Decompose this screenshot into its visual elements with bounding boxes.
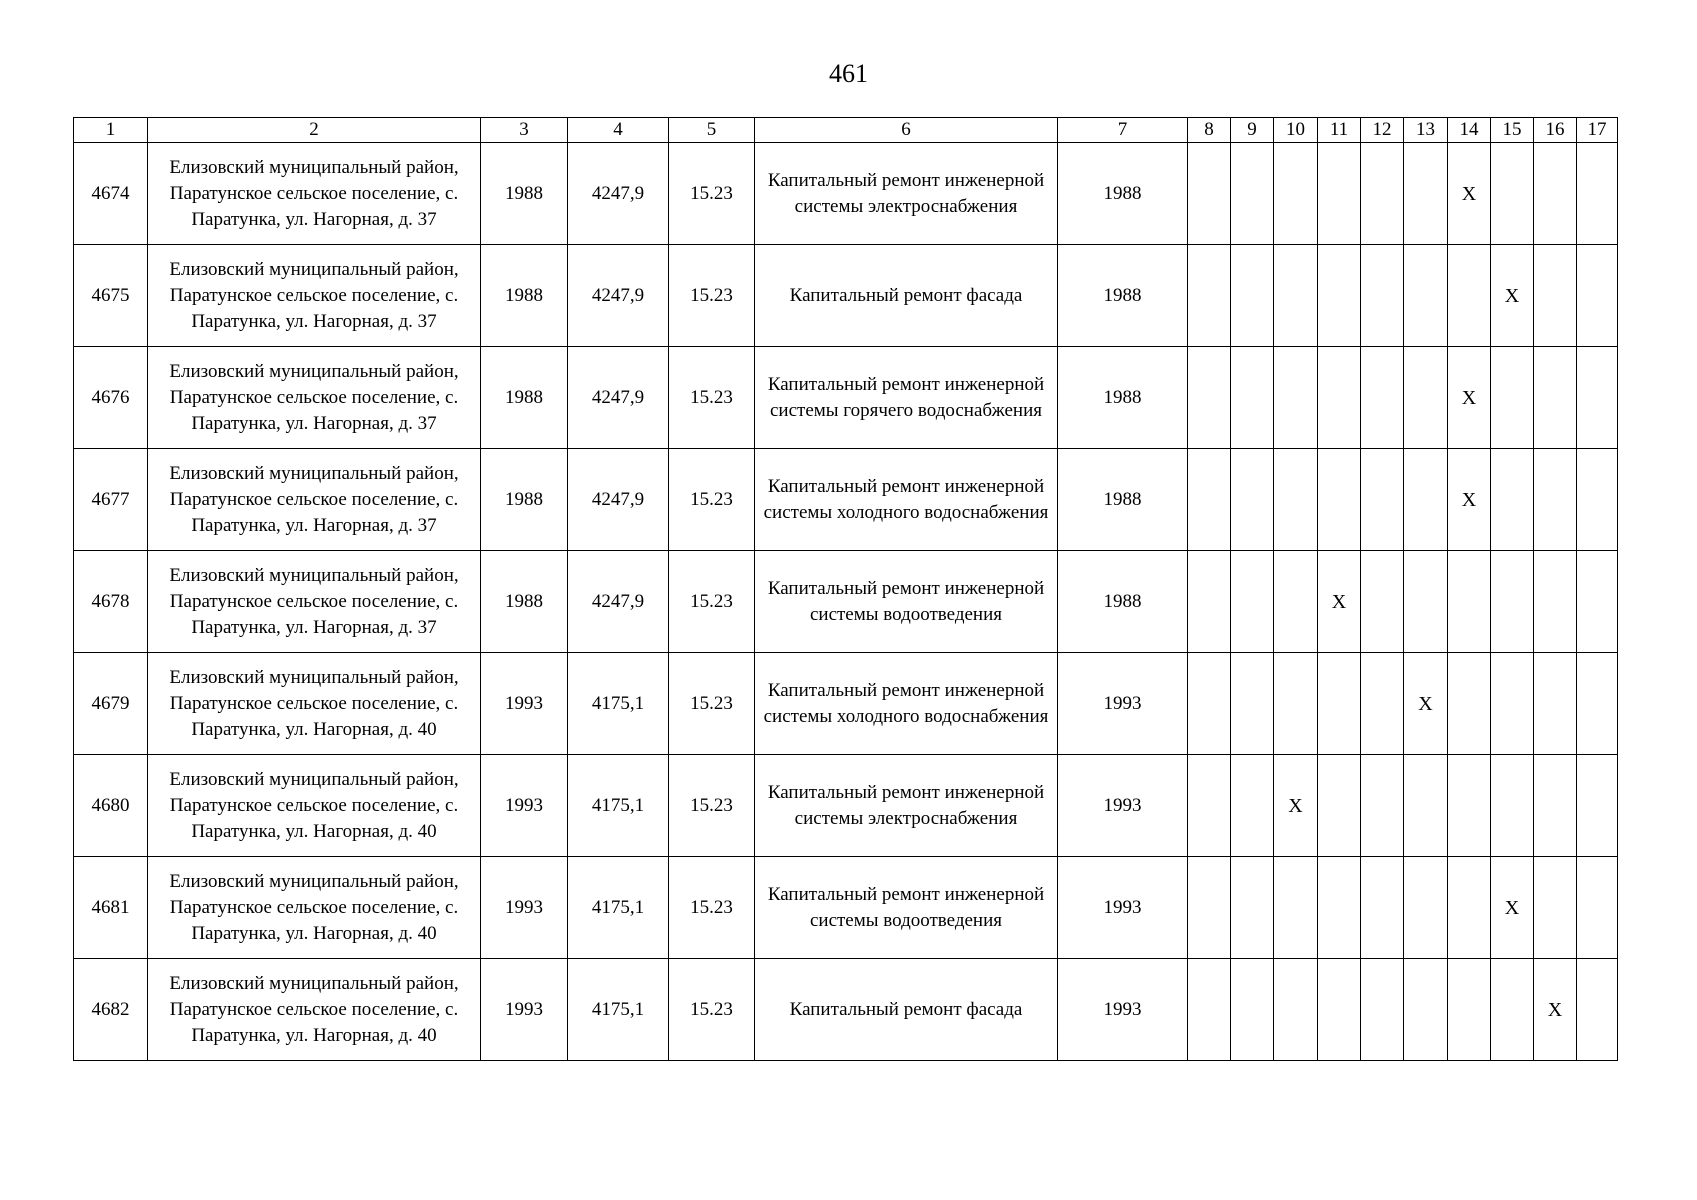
address-cell: Елизовский муниципальный район, Паратунское сельское поселение, с. Паратунка, ул. Нагорная, д. 37	[148, 551, 481, 653]
mark-cell	[1318, 653, 1361, 755]
mark-cell	[1448, 245, 1491, 347]
mark-cell	[1577, 449, 1618, 551]
mark-cell	[1188, 959, 1231, 1061]
work-type-cell: Капитальный ремонт инженерной системы холодного водоснабжения	[755, 449, 1058, 551]
area-cell: 4247,9	[568, 449, 669, 551]
build-year-cell: 1988	[481, 449, 568, 551]
code-cell: 15.23	[669, 551, 755, 653]
mark-cell	[1577, 347, 1618, 449]
mark-cell	[1491, 653, 1534, 755]
build-year-cell: 1993	[481, 653, 568, 755]
mark-cell	[1404, 347, 1448, 449]
mark-cell: X	[1534, 959, 1577, 1061]
mark-cell	[1361, 347, 1404, 449]
address-cell: Елизовский муниципальный район, Паратунское сельское поселение, с. Паратунка, ул. Нагорная, д. 40	[148, 857, 481, 959]
column-header: 8	[1188, 118, 1231, 143]
area-cell: 4175,1	[568, 755, 669, 857]
mark-cell	[1491, 347, 1534, 449]
work-type-cell: Капитальный ремонт фасада	[755, 245, 1058, 347]
mark-cell: X	[1448, 143, 1491, 245]
mark-cell	[1361, 857, 1404, 959]
mark-cell	[1231, 245, 1274, 347]
mark-cell	[1491, 755, 1534, 857]
mark-cell	[1188, 143, 1231, 245]
mark-cell	[1404, 857, 1448, 959]
column-header: 16	[1534, 118, 1577, 143]
mark-cell	[1491, 449, 1534, 551]
table-row	[74, 755, 1618, 857]
year-cell: 1993	[1058, 959, 1188, 1061]
mark-cell: X	[1491, 857, 1534, 959]
mark-cell	[1361, 551, 1404, 653]
mark-cell	[1534, 143, 1577, 245]
column-header: 6	[755, 118, 1058, 143]
code-cell: 15.23	[669, 143, 755, 245]
mark-cell	[1188, 449, 1231, 551]
code-cell: 15.23	[669, 755, 755, 857]
table-row	[74, 245, 1618, 347]
page-number: 461	[829, 59, 868, 88]
year-cell: 1988	[1058, 347, 1188, 449]
mark-cell	[1318, 959, 1361, 1061]
address-cell: Елизовский муниципальный район, Паратунское сельское поселение, с. Паратунка, ул. Нагорная, д. 37	[148, 347, 481, 449]
mark-cell	[1534, 245, 1577, 347]
code-cell: 15.23	[669, 449, 755, 551]
mark-cell	[1274, 959, 1318, 1061]
address-cell: Елизовский муниципальный район, Паратунское сельское поселение, с. Паратунка, ул. Нагорная, д. 40	[148, 959, 481, 1061]
mark-cell: X	[1491, 245, 1534, 347]
table-row	[74, 143, 1618, 245]
mark-cell	[1448, 857, 1491, 959]
mark-cell	[1274, 143, 1318, 245]
column-header: 7	[1058, 118, 1188, 143]
column-header: 1	[74, 118, 148, 143]
mark-cell	[1491, 143, 1534, 245]
row-number-cell: 4677	[74, 449, 148, 551]
code-cell: 15.23	[669, 959, 755, 1061]
column-header: 5	[669, 118, 755, 143]
mark-cell	[1361, 449, 1404, 551]
area-cell: 4247,9	[568, 551, 669, 653]
build-year-cell: 1993	[481, 959, 568, 1061]
row-number-cell: 4681	[74, 857, 148, 959]
mark-cell	[1361, 245, 1404, 347]
mark-cell	[1318, 347, 1361, 449]
address-cell: Елизовский муниципальный район, Паратунское сельское поселение, с. Паратунка, ул. Нагорная, д. 40	[148, 755, 481, 857]
mark-cell	[1231, 755, 1274, 857]
row-number-cell: 4678	[74, 551, 148, 653]
column-header: 4	[568, 118, 669, 143]
mark-cell	[1188, 653, 1231, 755]
row-number-cell: 4682	[74, 959, 148, 1061]
build-year-cell: 1988	[481, 245, 568, 347]
area-cell: 4247,9	[568, 245, 669, 347]
column-number-row	[74, 118, 1618, 143]
mark-cell	[1274, 551, 1318, 653]
mark-cell: X	[1318, 551, 1361, 653]
mark-cell: X	[1448, 449, 1491, 551]
mark-cell	[1318, 143, 1361, 245]
mark-cell	[1534, 755, 1577, 857]
code-cell: 15.23	[669, 653, 755, 755]
table-row	[74, 857, 1618, 959]
year-cell: 1993	[1058, 857, 1188, 959]
mark-cell: X	[1274, 755, 1318, 857]
table-row	[74, 347, 1618, 449]
mark-cell	[1274, 245, 1318, 347]
mark-cell	[1534, 347, 1577, 449]
mark-cell	[1491, 551, 1534, 653]
address-cell: Елизовский муниципальный район, Паратунское сельское поселение, с. Паратунка, ул. Нагорная, д. 37	[148, 449, 481, 551]
area-cell: 4175,1	[568, 857, 669, 959]
mark-cell	[1404, 143, 1448, 245]
mark-cell	[1534, 653, 1577, 755]
mark-cell	[1577, 755, 1618, 857]
mark-cell	[1361, 755, 1404, 857]
row-number-cell: 4676	[74, 347, 148, 449]
mark-cell	[1274, 653, 1318, 755]
register-table	[73, 117, 1618, 1061]
mark-cell	[1188, 347, 1231, 449]
mark-cell	[1318, 857, 1361, 959]
mark-cell	[1318, 449, 1361, 551]
build-year-cell: 1993	[481, 857, 568, 959]
address-cell: Елизовский муниципальный район, Паратунское сельское поселение, с. Паратунка, ул. Нагорная, д. 37	[148, 143, 481, 245]
column-header: 3	[481, 118, 568, 143]
mark-cell	[1188, 857, 1231, 959]
mark-cell	[1448, 959, 1491, 1061]
row-number-cell: 4679	[74, 653, 148, 755]
build-year-cell: 1988	[481, 551, 568, 653]
column-header: 2	[148, 118, 481, 143]
mark-cell	[1231, 959, 1274, 1061]
column-header: 14	[1448, 118, 1491, 143]
row-number-cell: 4675	[74, 245, 148, 347]
build-year-cell: 1988	[481, 347, 568, 449]
mark-cell	[1274, 857, 1318, 959]
mark-cell	[1361, 653, 1404, 755]
column-header: 13	[1404, 118, 1448, 143]
work-type-cell: Капитальный ремонт инженерной системы водоотведения	[755, 551, 1058, 653]
year-cell: 1993	[1058, 755, 1188, 857]
table-row	[74, 449, 1618, 551]
address-cell: Елизовский муниципальный район, Паратунское сельское поселение, с. Паратунка, ул. Нагорная, д. 37	[148, 245, 481, 347]
year-cell: 1988	[1058, 551, 1188, 653]
table-row	[74, 959, 1618, 1061]
mark-cell	[1231, 653, 1274, 755]
address-cell: Елизовский муниципальный район, Паратунское сельское поселение, с. Паратунка, ул. Нагорная, д. 40	[148, 653, 481, 755]
mark-cell	[1534, 449, 1577, 551]
column-header: 17	[1577, 118, 1618, 143]
table-row	[74, 551, 1618, 653]
code-cell: 15.23	[669, 245, 755, 347]
code-cell: 15.23	[669, 857, 755, 959]
mark-cell	[1577, 143, 1618, 245]
row-number-cell: 4680	[74, 755, 148, 857]
mark-cell	[1577, 959, 1618, 1061]
table-row	[74, 653, 1618, 755]
mark-cell	[1404, 449, 1448, 551]
mark-cell	[1231, 143, 1274, 245]
table-body	[74, 143, 1618, 1061]
row-number-cell: 4674	[74, 143, 148, 245]
mark-cell	[1534, 551, 1577, 653]
mark-cell	[1534, 857, 1577, 959]
mark-cell	[1361, 959, 1404, 1061]
mark-cell	[1404, 245, 1448, 347]
year-cell: 1988	[1058, 143, 1188, 245]
column-header: 15	[1491, 118, 1534, 143]
code-cell: 15.23	[669, 347, 755, 449]
mark-cell	[1231, 857, 1274, 959]
work-type-cell: Капитальный ремонт инженерной системы холодного водоснабжения	[755, 653, 1058, 755]
work-type-cell: Капитальный ремонт инженерной системы электроснабжения	[755, 755, 1058, 857]
mark-cell	[1491, 959, 1534, 1061]
year-cell: 1988	[1058, 449, 1188, 551]
work-type-cell: Капитальный ремонт инженерной системы горячего водоснабжения	[755, 347, 1058, 449]
column-header: 12	[1361, 118, 1404, 143]
build-year-cell: 1993	[481, 755, 568, 857]
mark-cell	[1577, 245, 1618, 347]
area-cell: 4247,9	[568, 143, 669, 245]
build-year-cell: 1988	[481, 143, 568, 245]
mark-cell	[1448, 653, 1491, 755]
work-type-cell: Капитальный ремонт инженерной системы электроснабжения	[755, 143, 1058, 245]
mark-cell	[1318, 245, 1361, 347]
mark-cell	[1231, 449, 1274, 551]
mark-cell	[1577, 551, 1618, 653]
year-cell: 1988	[1058, 245, 1188, 347]
mark-cell	[1448, 755, 1491, 857]
column-header: 11	[1318, 118, 1361, 143]
mark-cell	[1361, 143, 1404, 245]
mark-cell	[1404, 755, 1448, 857]
mark-cell: X	[1404, 653, 1448, 755]
mark-cell	[1404, 959, 1448, 1061]
mark-cell	[1231, 551, 1274, 653]
work-type-cell: Капитальный ремонт инженерной системы водоотведения	[755, 857, 1058, 959]
mark-cell	[1188, 245, 1231, 347]
work-type-cell: Капитальный ремонт фасада	[755, 959, 1058, 1061]
mark-cell	[1577, 857, 1618, 959]
area-cell: 4175,1	[568, 959, 669, 1061]
mark-cell	[1231, 347, 1274, 449]
area-cell: 4247,9	[568, 347, 669, 449]
mark-cell	[1188, 755, 1231, 857]
column-header: 10	[1274, 118, 1318, 143]
mark-cell	[1318, 755, 1361, 857]
mark-cell	[1577, 653, 1618, 755]
year-cell: 1993	[1058, 653, 1188, 755]
column-header: 9	[1231, 118, 1274, 143]
mark-cell	[1274, 347, 1318, 449]
mark-cell	[1188, 551, 1231, 653]
mark-cell	[1274, 449, 1318, 551]
area-cell: 4175,1	[568, 653, 669, 755]
mark-cell: X	[1448, 347, 1491, 449]
mark-cell	[1404, 551, 1448, 653]
mark-cell	[1448, 551, 1491, 653]
